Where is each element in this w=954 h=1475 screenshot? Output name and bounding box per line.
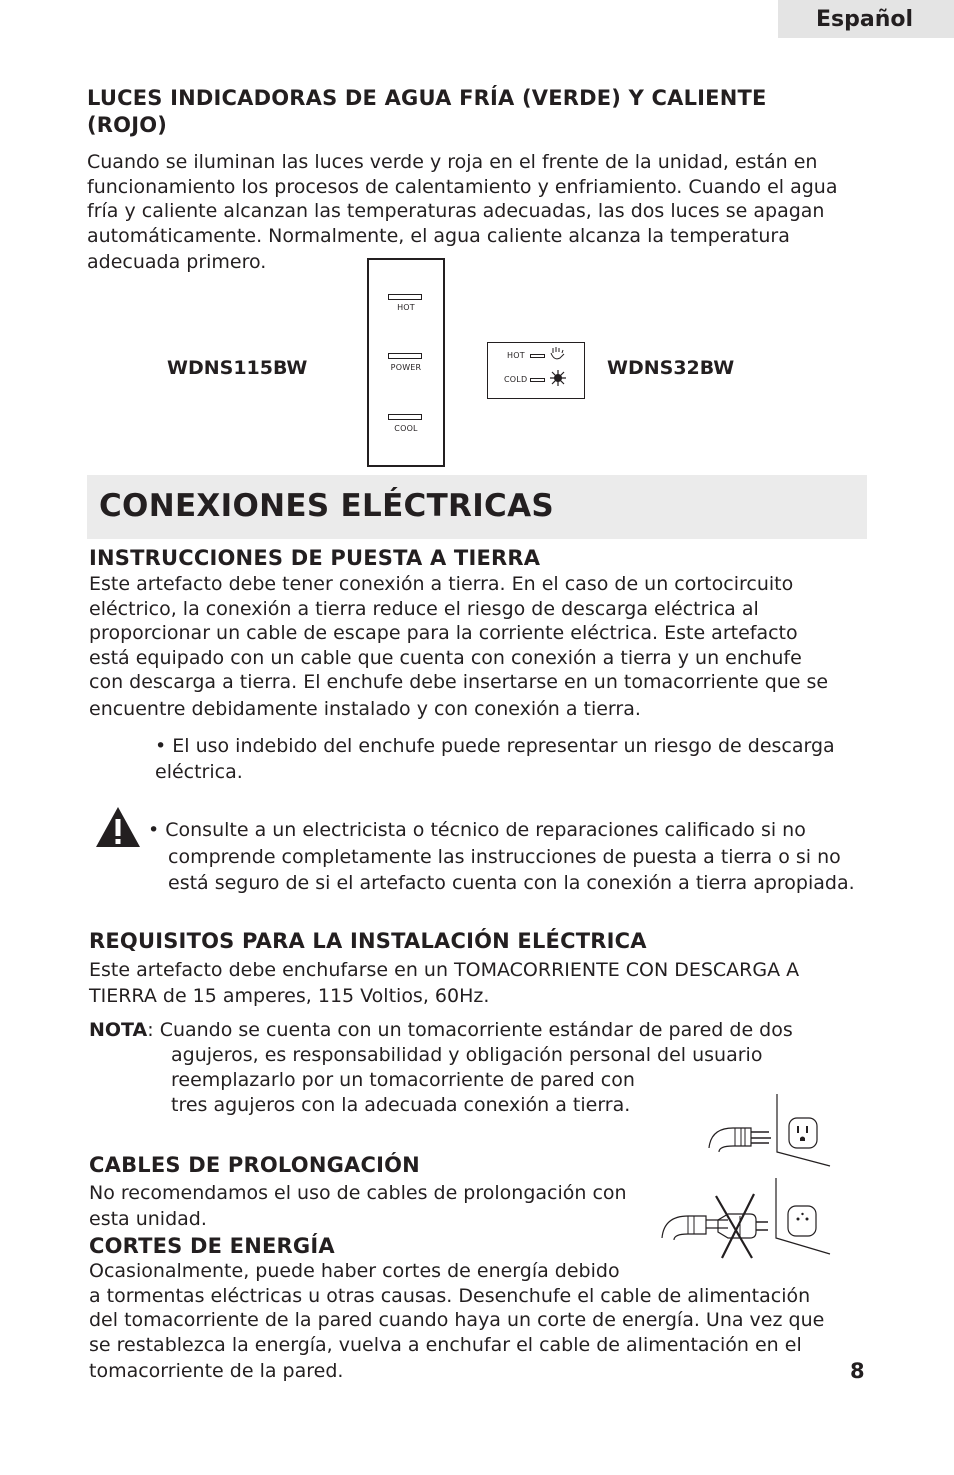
- note-label: NOTA: [89, 1019, 148, 1041]
- crossed-plug-illustration: [658, 1176, 838, 1260]
- cold-label-small: COLD: [504, 375, 528, 384]
- paragraph-line: fría y caliente alcanzan las temperaturas adecuadas, las dos luces se apagan: [87, 200, 825, 222]
- indicator-heading: [87, 85, 767, 139]
- language-tab: Español: [778, 0, 954, 38]
- note-text: : Cuando se cuenta con un tomacorriente estándar de pared de dos: [147, 1019, 793, 1041]
- paragraph-line: adecuada primero.: [87, 251, 267, 273]
- power-light-indicator: [388, 353, 422, 359]
- control-panel-small: [487, 342, 585, 399]
- paragraph-line: automáticamente. Normalmente, el agua caliente alcanza la temperatura: [87, 224, 790, 247]
- hot-light-small: [530, 354, 545, 358]
- paragraph-line: Ocasionalmente, puede haber cortes de energía debido: [89, 1260, 620, 1282]
- requirements-paragraph: [89, 957, 799, 1009]
- bullet-line: está seguro de si el artefacto cuenta con la conexión a tierra apropiada.: [168, 872, 855, 894]
- outage-paragraph: [89, 1259, 824, 1384]
- section-title: CONEXIONES ELÉCTRICAS: [99, 488, 555, 524]
- indicator-heading-line: LUCES INDICADORAS DE AGUA FRÍA (VERDE) Y CALIENTE: [87, 86, 767, 110]
- paragraph-line: con descarga a tierra. El enchufe debe insertarse en un tomacorriente que se: [89, 671, 829, 693]
- note-line: tres agujeros con la adecuada conexión a tierra.: [171, 1094, 631, 1116]
- paragraph-line: del tomacorriente de la pared cuando haya un corte de energía. Una vez que: [89, 1309, 825, 1331]
- snowflake-icon: [549, 369, 567, 387]
- paragraph-line: encuentre debidamente instalado y con conexión a tierra.: [89, 697, 641, 720]
- grounding-bullet-consult: [148, 817, 855, 897]
- hot-light-indicator: [388, 294, 422, 300]
- paragraph-line: se restablezca la energía, vuelva a enchufar el cable de alimentación en el: [89, 1333, 802, 1356]
- warning-icon: [94, 805, 142, 849]
- paragraph-line: proporcionar un cable de escape para la corriente eléctrica. Este artefacto: [89, 622, 798, 644]
- note-first-line: [89, 1018, 793, 1043]
- control-panel-tall: [367, 258, 445, 467]
- page-number: 8: [850, 1359, 865, 1383]
- paragraph-line: Cuando se iluminan las luces verde y roja en el frente de la unidad, están en: [87, 151, 818, 173]
- grounded-plug-illustration: [705, 1092, 835, 1172]
- paragraph-line: tomacorriente de la pared.: [89, 1360, 344, 1382]
- bullet-line: comprende completamente las instrucciones de puesta a tierra o si no: [168, 845, 841, 868]
- power-label: POWER: [390, 363, 422, 372]
- note-line: reemplazarlo por un tomacorriente de pared con: [171, 1069, 635, 1091]
- paragraph-line: Este artefacto debe tener conexión a tierra. En el caso de un cortocircuito: [89, 573, 794, 595]
- hot-hand-icon: [548, 346, 568, 362]
- indicator-heading-line: (ROJO): [87, 113, 168, 137]
- paragraph-line: a tormentas eléctricas u otras causas. Desenchufe el cable de alimentación: [89, 1284, 811, 1307]
- grounding-heading: INSTRUCCIONES DE PUESTA A TIERRA: [89, 546, 541, 570]
- paragraph-line: eléctrico, la conexión a tierra reduce el riesgo de descarga eléctrica al: [89, 597, 759, 620]
- requirements-note: [89, 1018, 793, 1118]
- cool-label: COOL: [394, 424, 418, 433]
- bullet-line: • Consulte a un electricista o técnico de reparaciones calificado si no: [148, 819, 806, 841]
- model-label-wdns115bw: WDNS115BW: [167, 357, 308, 379]
- paragraph-line: está equipado con un cable que cuenta con conexión a tierra y un enchufe: [89, 646, 802, 669]
- cold-light-small: [530, 378, 545, 382]
- paragraph-line: TIERRA de 15 amperes, 115 Voltios, 60Hz.: [89, 985, 490, 1007]
- grounding-paragraph: [89, 572, 828, 721]
- bullet-line: • El uso indebido del enchufe puede representar un riesgo de descarga: [155, 735, 835, 757]
- paragraph-line: No recomendamos el uso de cables de prolongación con: [89, 1182, 627, 1204]
- paragraph-line: esta unidad.: [89, 1207, 207, 1230]
- grounding-bullet-misuse: [155, 733, 835, 785]
- extension-heading: CABLES DE PROLONGACIÓN: [89, 1153, 420, 1177]
- bullet-line: eléctrica.: [155, 761, 243, 783]
- extension-paragraph: [89, 1181, 627, 1231]
- outage-heading: CORTES DE ENERGÍA: [89, 1234, 335, 1258]
- note-line: agujeros, es responsabilidad y obligación personal del usuario: [171, 1044, 763, 1066]
- hot-label-small: HOT: [507, 351, 525, 360]
- model-label-wdns32bw: WDNS32BW: [607, 357, 735, 379]
- cool-light-indicator: [388, 414, 422, 420]
- hot-label: HOT: [397, 303, 415, 312]
- paragraph-line: funcionamiento los procesos de calentamiento y enfriamiento. Cuando el agua: [87, 175, 838, 198]
- paragraph-line: Este artefacto debe enchufarse en un TOMACORRIENTE CON DESCARGA A: [89, 959, 800, 981]
- indicator-paragraph: [87, 150, 837, 275]
- requirements-heading: REQUISITOS PARA LA INSTALACIÓN ELÉCTRICA: [89, 929, 647, 953]
